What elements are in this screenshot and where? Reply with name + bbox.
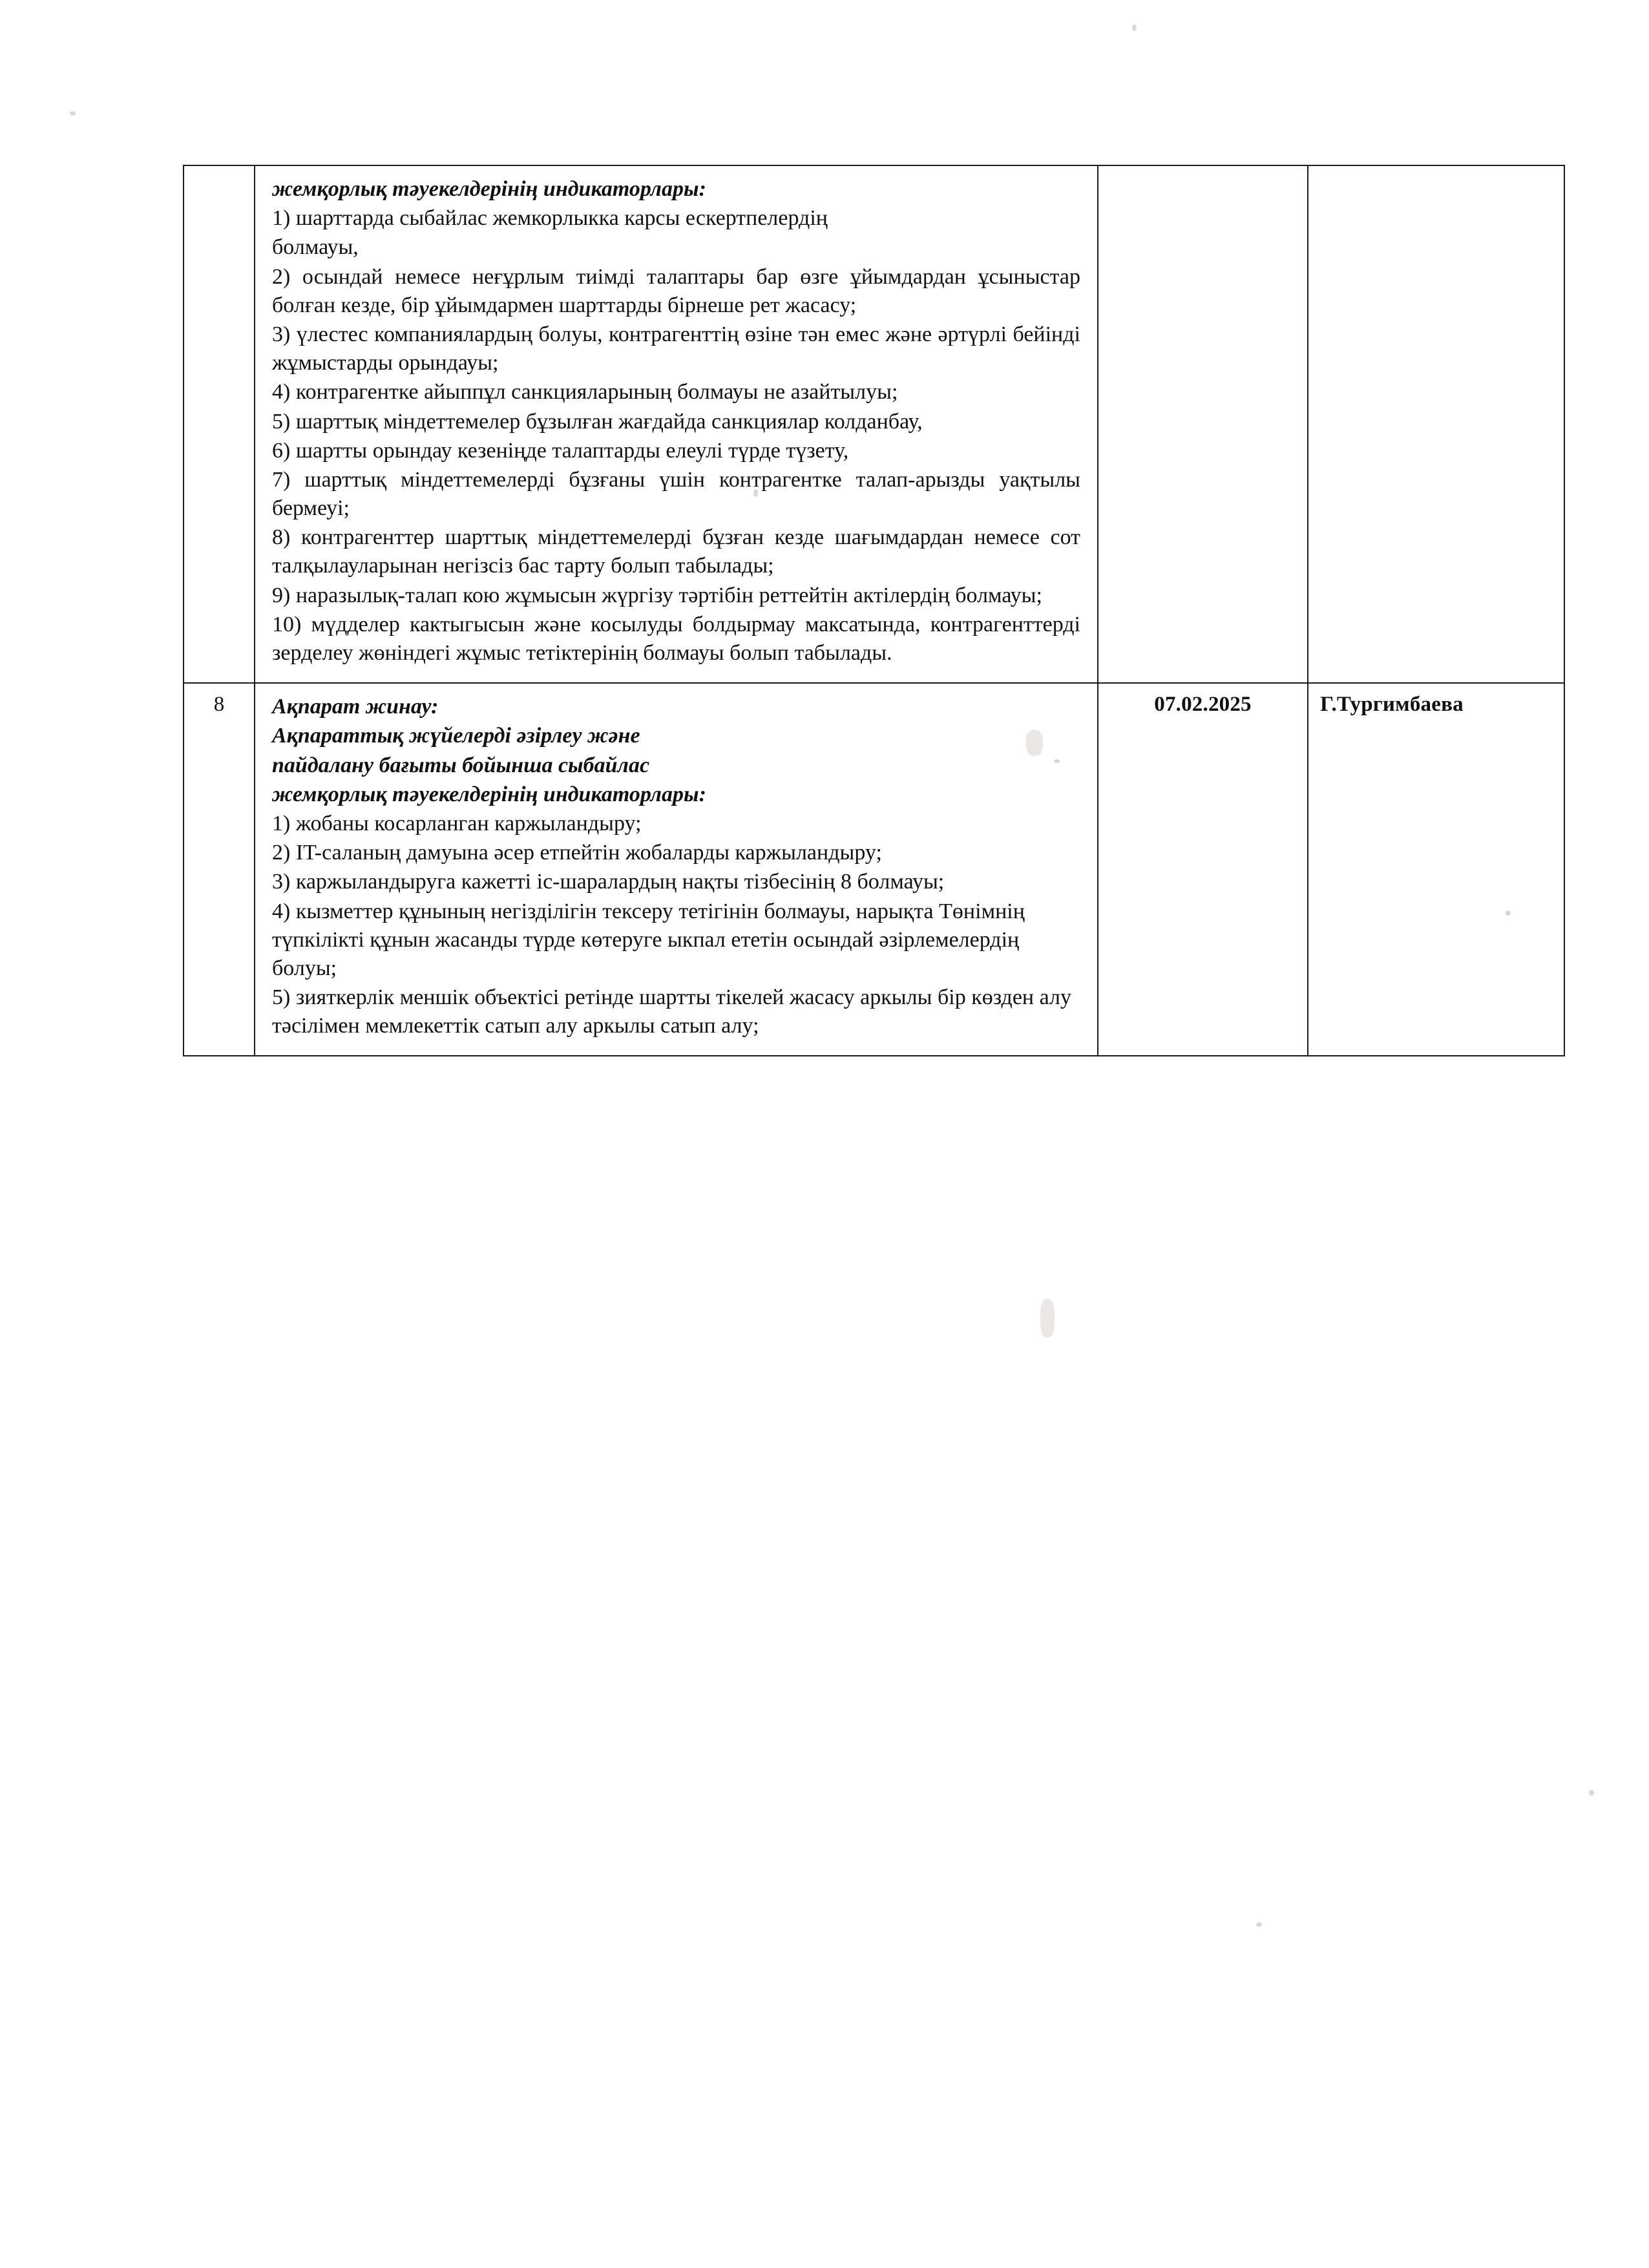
scan-speck <box>70 111 76 116</box>
scan-smudge <box>1040 1299 1055 1338</box>
list-item: 4) кызметтер құнының негізділігін тексеру тетігінін болмауы, нарықта Төнімнің түпкілікті құнын жасанды түрде көтеруге ыкпал ететін осындай әзірлемелердің болуы; <box>272 899 1025 980</box>
list-item: 5) зияткерлік меншік объектісі ретінде шартты тікелей жасасу аркылы бір көзден алу тәсілімен мемлекеттік сатып алу аркылы сатып алу; <box>272 985 1071 1038</box>
list-item: болмауы, <box>272 235 359 260</box>
row-date-cell <box>1098 683 1308 1056</box>
row-number <box>184 166 254 175</box>
row-person: Г.Тургимбаева <box>1320 693 1464 717</box>
row-person <box>1308 166 1564 175</box>
list-item: 9) наразылық-талап кою жұмысын жүргізу тәртібін реттейтін актілердің болмауы; <box>272 583 1042 607</box>
list-item: 7) шарттық міндеттемелерді бұзғаны үшін контрагентке талап-арызды уақтылы бермеуі; <box>272 467 1080 521</box>
row-number-cell <box>184 683 255 1056</box>
list-item: 4) контрагентке айыппұл санкцияларының болмауы не азайтылуы; <box>272 380 898 404</box>
list-item: 3) каржыландыруга кажетті іс-шаралардың нақты тізбесінің 8 болмауы; <box>272 870 945 894</box>
list-item: 3) үлестес компаниялардың болуы, контрагенттің өзіне тән емес және әртүрлі бейінді жұмыстарды орындауы; <box>272 322 1080 375</box>
table-row <box>184 165 1564 683</box>
row-number-cell <box>184 165 255 683</box>
list-item: 5) шарттық міндеттемелер бұзылған жағдайда санкциялар колданбау, <box>272 409 923 434</box>
list-item: 10) мүдделер кактыгысын және косылуды болдырмау максатында, контрагенттерді зерделеу жөніндегі жұмыс тетіктерінің болмауы болып табылады. <box>272 612 1080 665</box>
table-row <box>184 683 1564 1056</box>
list-item: 2) осындай немесе неғұрлым тиімді талаптары бар өзге ұйымдардан ұсыныстар болған кезде, бір ұйымдармен шарттарды бірнеше рет жасасу; <box>272 264 1080 317</box>
row-heading-line: жемқорлық тәуекелдерінің индикаторлары: <box>272 782 706 806</box>
list-item: 1) шарттарда сыбайлас жемкорлыкка карсы ескертпелердің <box>272 206 828 231</box>
row-person-cell <box>1308 165 1564 683</box>
row-heading-line: Ақпарат жинау: <box>272 695 439 719</box>
row-date <box>1098 166 1307 175</box>
content-table <box>183 165 1565 1056</box>
list-item: 2) IT-саланың дамуына әсер етпейтін жобаларды каржыландыру; <box>272 841 882 865</box>
list-item: 1) жобаны косарланган каржыландыру; <box>272 811 642 835</box>
scan-speck <box>1589 1790 1594 1796</box>
row-heading-line: пайдалану бағыты бойынша сыбайлас <box>272 753 650 777</box>
row-content-cell <box>255 165 1098 683</box>
row-date: 07.02.2025 <box>1154 693 1252 717</box>
row-heading-line: Ақпараттық жүйелерді әзірлеу және <box>272 724 640 748</box>
row-content-cell <box>255 683 1098 1056</box>
scan-speck <box>1132 25 1137 31</box>
scan-speck <box>1256 1922 1262 1927</box>
row-date-cell <box>1098 165 1308 683</box>
list-item: 8) контрагенттер шарттық міндеттемелерді бұзған кезде шағымдардан немесе сот талқылауларынан негізсіз бас тарту болып табылады; <box>272 525 1080 578</box>
row-person-cell <box>1308 683 1564 1056</box>
row-number: 8 <box>213 693 225 717</box>
list-item: 6) шартты орындау кезеніңде талаптарды елеулі түрде түзету, <box>272 438 849 463</box>
row-heading: жемқорлық тәуекелдерінің индикаторлары: <box>272 177 706 201</box>
